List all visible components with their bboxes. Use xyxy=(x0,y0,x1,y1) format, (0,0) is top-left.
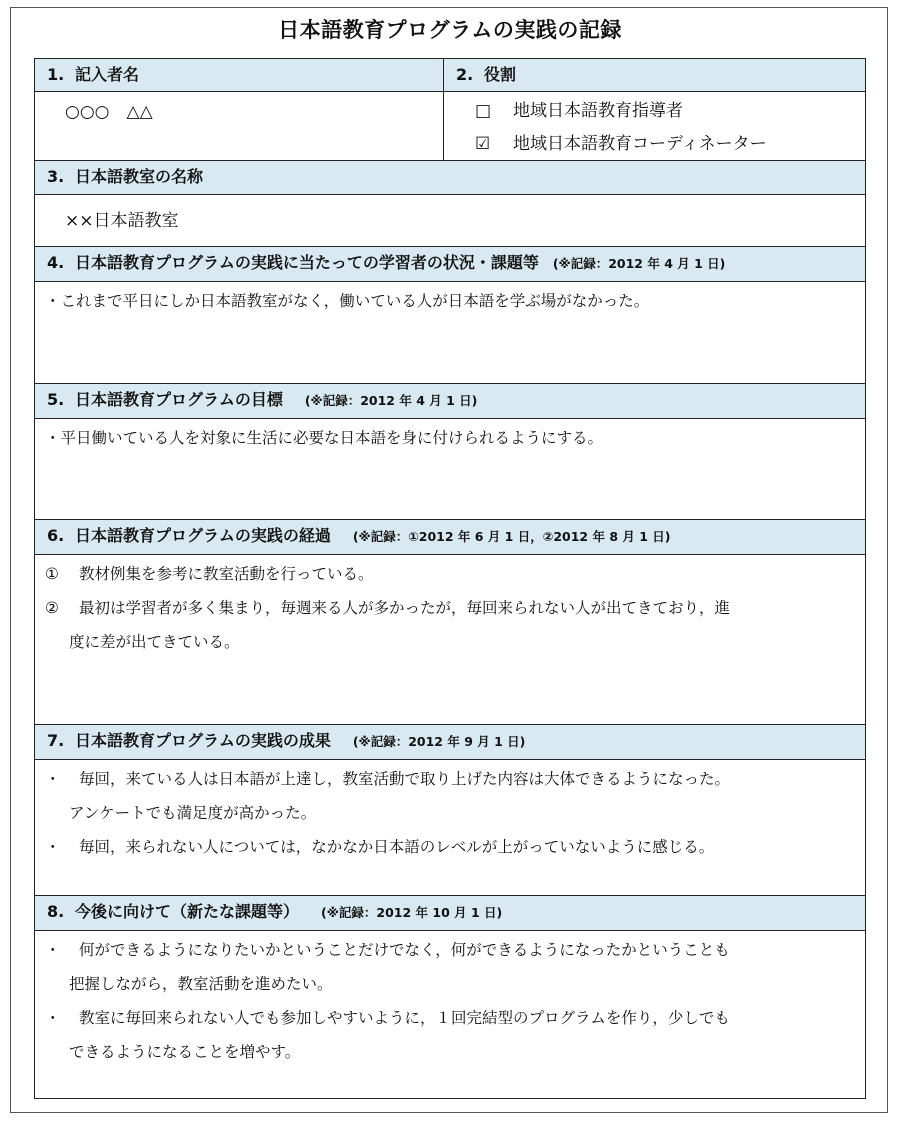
section-1-label: 記入者名 xyxy=(75,65,140,84)
classroom-name: ××日本語教室 xyxy=(65,211,179,231)
list-item: ・ 教室に毎回来られない人でも参加しやすいように，１回完結型のプログラムを作り，少しでも xyxy=(45,1009,730,1027)
list-item: ・ 毎回，来られない人については，なかなか日本語のレベルが上がっていないように感じる。 xyxy=(45,838,715,856)
role-options xyxy=(475,95,767,161)
record-form xyxy=(34,58,866,1099)
section-7-header: 7. 日本語教育プログラムの実践の成果 (※記録：2012 年 9 月 1 日) xyxy=(35,725,865,760)
section-1-header: 1. 記入者名 xyxy=(35,59,443,92)
section-4-text: ・これまで平日にしか日本語教室がなく，働いている人が日本語を学ぶ場がなかった。 xyxy=(45,292,650,310)
section-6-list: ① 教材例集を参考に教室活動を行っている。 ② 最初は学習者が多く集まり，毎週来る人が多かったが，毎回来られない人が出てきており，進 度に差が出てきている。 xyxy=(45,557,860,659)
checkbox-unchecked-icon[interactable]: □ xyxy=(475,101,492,121)
checkbox-checked-icon[interactable]: ☑ xyxy=(475,134,491,154)
section-3-header: 3. 日本語教室の名称 xyxy=(35,161,865,195)
section-6-header: 6. 日本語教育プログラムの実践の経過 (※記録：①2012 年 6 月 1 日，②2012 年 8 月 1 日) xyxy=(35,520,865,555)
section-4-header: 4. 日本語教育プログラムの実践に当たっての学習者の状況・課題等 (※記録：2012 年 4 月 1 日) xyxy=(35,247,865,282)
role-option-coordinator[interactable]: ☑ 地域日本語教育コーディネーター xyxy=(475,128,767,161)
list-item: ・ 何ができるようになりたいかということだけでなく，何ができるようになったかということも xyxy=(45,941,730,959)
author-name: ○○○ △△ xyxy=(65,102,153,122)
role-option-instructor[interactable]: □ 地域日本語教育指導者 xyxy=(475,95,767,128)
list-item: ② 最初は学習者が多く集まり，毎週来る人が多かったが，毎回来られない人が出てきており，進 xyxy=(45,599,731,617)
section-7-list: ・ 毎回，来ている人は日本語が上達し，教室活動で取り上げた内容は大体できるようになった。 アンケートでも満足度が高かった。 ・ 毎回，来られない人については，なかなか日本語のレベルが上がっていないように感じる。 xyxy=(45,762,860,864)
section-5-text: ・平日働いている人を対象に生活に必要な日本語を身に付けられるようにする。 xyxy=(45,429,604,447)
section-2-label: 役割 xyxy=(484,65,517,84)
section-8-header: 8. 今後に向けて（新たな課題等） (※記録：2012 年 10 月 1 日) xyxy=(35,896,865,931)
section-8-list: ・ 何ができるようになりたいかということだけでなく，何ができるようになったかということも 把握しながら，教室活動を進めたい。 ・ 教室に毎回来られない人でも参加しやすいように，１回完結型のプログラムを作り，少しでも できるようになることを増やす。 xyxy=(45,933,860,1069)
section-5-header: 5. 日本語教育プログラムの目標 (※記録：2012 年 4 月 1 日) xyxy=(35,384,865,419)
column-divider xyxy=(443,59,444,160)
section-2-header: 2. 役割 xyxy=(444,59,865,92)
document-title: 日本語教育プログラムの実践の記録 xyxy=(278,18,622,42)
list-item: ・ 毎回，来ている人は日本語が上達し，教室活動で取り上げた内容は大体できるようになった。 xyxy=(45,770,731,788)
list-item: ① 教材例集を参考に教室活動を行っている。 xyxy=(45,565,374,583)
